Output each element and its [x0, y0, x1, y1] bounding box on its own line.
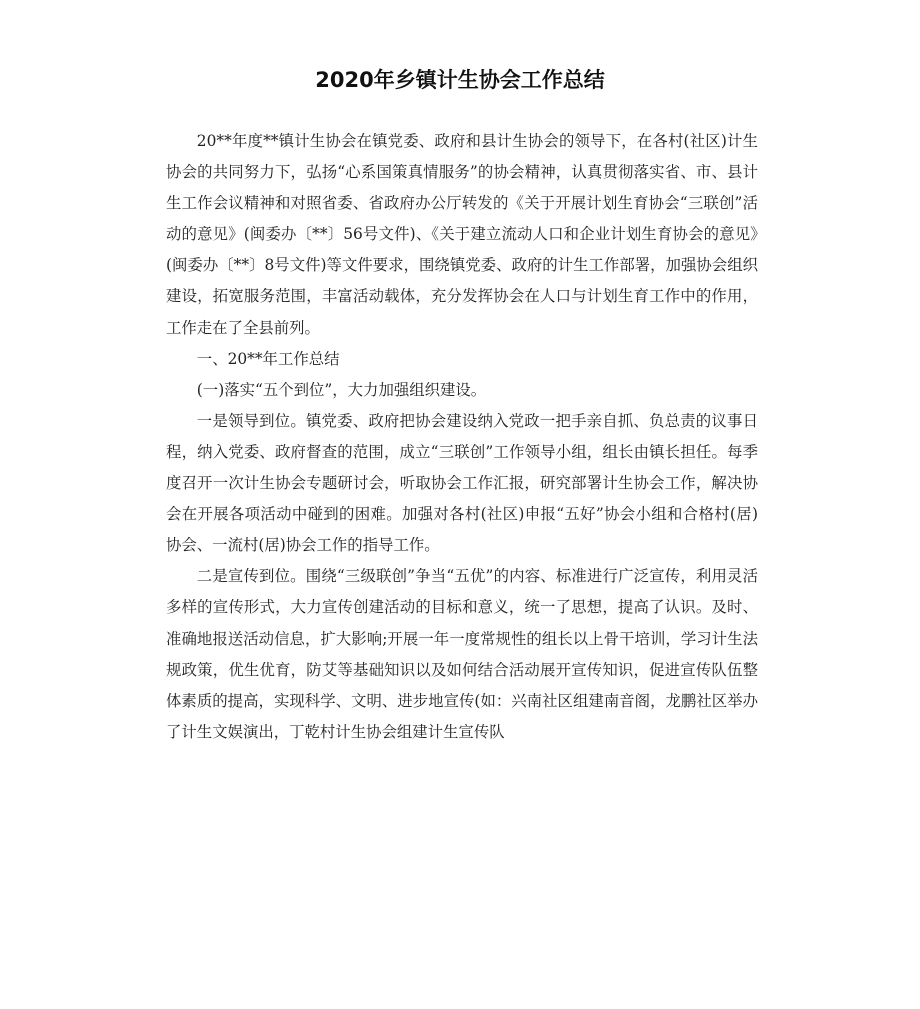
paragraph-intro: 20**年度**镇计生协会在镇党委、政府和县计生协会的领导下，在各村(社区)计生协会的共同努力下，弘扬“心系国策真情服务”的协会精神，认真贯彻落实省、市、县计生工作会议精神和对照省委、省政府办公厅转发的《关于开展计划生育协会“三联创”活动的意见》(闽委办〔**〕56号文件)、《关于建立流动人口和企业计划生育协会的意见》(闽委办〔**〕8号文件)等文件要求，围绕镇党委、政府的计生工作部署，加强协会组织建设，拓宽服务范围，丰富活动载体，充分发挥协会在人口与计划生育工作中的作用，工作走在了全县前列。: [166, 132, 758, 337]
document-body: [166, 126, 758, 748]
section-heading: 一、20**年工作总结: [196, 349, 340, 368]
paragraph-leadership: 一是领导到位。镇党委、政府把协会建设纳入党政一把手亲自抓、负总责的议事日程，纳入党委、政府督查的范围，成立“三联创”工作领导小组，组长由镇长担任。每季度召开一次计生协会专题研讨会，听取协会工作汇报，研究部署计生协会工作，解决协会在开展各项活动中碰到的困难。加强对各村(社区)申报“五好”协会小组和合格村(居)协会、一流村(居)协会工作的指导工作。: [166, 411, 758, 555]
subsection-heading: (一)落实“五个到位”，大力加强组织建设。: [196, 380, 487, 399]
paragraph-publicity: 二是宣传到位。围绕“三级联创”争当“五优”的内容、标准进行广泛宣传，利用灵活多样的宣传形式，大力宣传创建活动的目标和意义，统一了思想，提高了认识。及时、准确地报送活动信息，扩大影响;开展一年一度常规性的组长以上骨干培训，学习计生法规政策，优生优育，防艾等基础知识以及如何结合活动展开宣传知识，促进宣传队伍整体素质的提高，实现科学、文明、进步地宣传(如：兴南社区组建南音阁，龙鹏社区举办了计生文娱演出，丁乾村计生协会组建计生宣传队: [166, 567, 758, 741]
document-title: 2020年乡镇计生协会工作总结: [315, 68, 605, 92]
